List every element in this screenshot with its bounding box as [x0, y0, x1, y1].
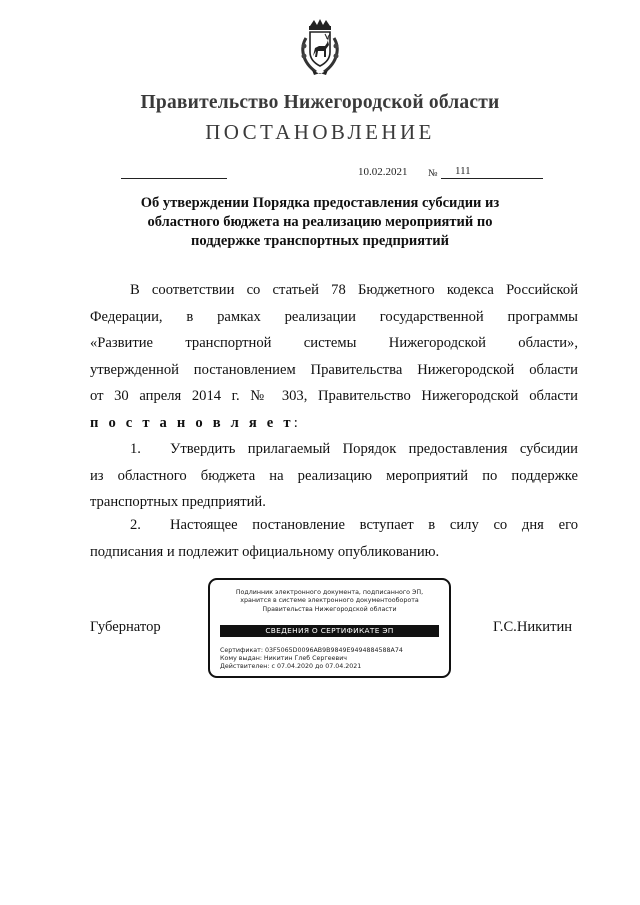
item-line: из областного бюджета на реализацию мероприятий по поддержке	[90, 467, 578, 484]
preamble-line: Федерации, в рамках реализации государственной программы	[90, 308, 578, 325]
item-first-line	[90, 436, 578, 463]
decree-word: п о с т а н о в л я е т	[90, 414, 294, 431]
electronic-signature-stamp	[208, 578, 451, 678]
document-type: ПОСТАНОВЛЕНИЕ	[205, 120, 435, 144]
item-text: Утвердить прилагаемый Порядок предоставления субсидии	[170, 441, 578, 457]
certificate-banner: СВЕДЕНИЯ О СЕРТИФИКАТЕ ЭП	[220, 625, 439, 637]
stamp-header	[210, 589, 449, 614]
item-1	[90, 436, 578, 516]
document-date: 10.02.2021	[358, 166, 408, 178]
decree-line	[90, 410, 578, 437]
item-line: транспортных предприятий.	[90, 494, 266, 510]
number-label: №	[428, 168, 438, 179]
coat-of-arms-icon	[298, 18, 342, 76]
stamp-header-line: Правительства Нижегородской области	[262, 605, 397, 613]
subject-line: Об утверждении Порядка предоставления субсидии из	[140, 195, 500, 211]
item-2	[90, 512, 578, 565]
number-underline	[441, 178, 543, 179]
subject-line: поддержке транспортных предприятий	[191, 233, 449, 249]
blank-line	[121, 178, 227, 179]
preamble-line: утвержденной постановлением Правительства Нижегородской области	[90, 361, 578, 378]
decree-colon: :	[293, 414, 298, 431]
organization-title: Правительство Нижегородской области	[140, 92, 500, 113]
preamble	[90, 277, 578, 436]
stamp-header-line: Подлинник электронного документа, подписанного ЭП,	[235, 589, 424, 596]
item-line: подписания и подлежит официальному опубликованию.	[90, 543, 440, 560]
preamble-line: «Развитие транспортной системы Нижегородской области»,	[90, 335, 578, 351]
certificate-id: Сертификат: 03F5065D0096AB9B9849E9494884588A74	[220, 647, 403, 654]
item-first-line	[90, 512, 578, 539]
certificate-holder: Кому выдан: Никитин Глеб Сергеевич	[220, 655, 348, 663]
document-subject	[100, 194, 540, 251]
preamble-line: от 30 апреля 2014 г. № 303, Правительство Нижегородской области	[90, 388, 578, 404]
preamble-line: В соответствии со статьей 78 Бюджетного кодекса Российской	[130, 282, 578, 298]
signatory-name: Г.С.Никитин	[493, 619, 573, 635]
certificate-details	[220, 647, 403, 672]
stamp-header-line: хранится в системе электронного документооборота	[240, 597, 419, 605]
item-number: 1.	[130, 441, 141, 457]
signatory-role: Губернатор	[90, 619, 161, 635]
subject-line: областного бюджета на реализацию мероприятий по	[147, 214, 493, 230]
certificate-validity: Действителен: с 07.04.2020 до 07.04.2021	[220, 663, 362, 671]
item-number: 2.	[130, 517, 141, 533]
document-number: 111	[455, 165, 471, 177]
item-text: Настоящее постановление вступает в силу со дня его	[170, 517, 578, 533]
